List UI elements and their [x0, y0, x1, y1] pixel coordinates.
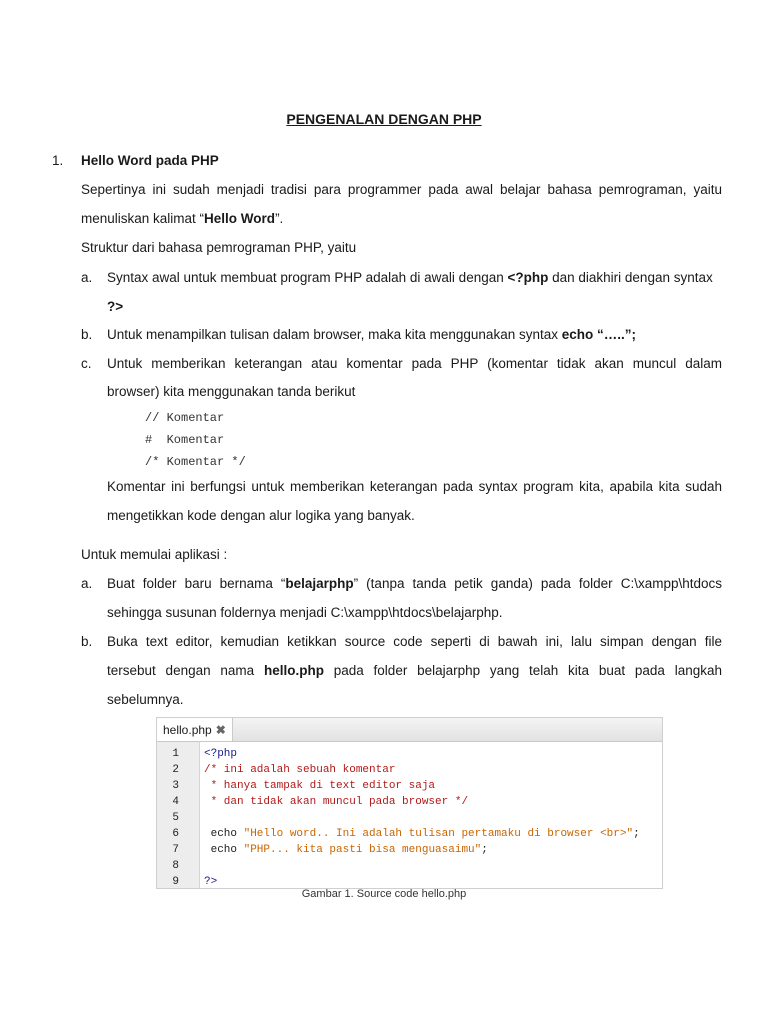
step-a-line2: sehingga susunan foldernya menjadi C:\xampp\htdocs\belajarphp. [107, 605, 503, 620]
list-marker: c. [81, 356, 92, 371]
list-item-c-line2: browser) kita menggunakan tanda berikut [107, 384, 356, 399]
hello-word-bold: Hello Word [204, 211, 276, 226]
line-number: 2 [172, 764, 179, 776]
list-item-a-line2: ?> [107, 299, 124, 314]
code-line-4: * dan tidak akan muncul pada browser */ [204, 796, 469, 808]
intro-paragraph-line1: Sepertinya ini sudah menjadi tradisi para programmer pada awal belajar bahasa pemrograman, yaitu [81, 182, 722, 197]
code-line-7: echo "PHP... kita pasti bisa menguasaimu"; [204, 844, 488, 856]
code-line-2: /* ini adalah sebuah komentar [204, 764, 396, 776]
step-b-line2: tersebut dengan nama hello.php pada folder belajarphp yang telah kita buat pada langkah [107, 663, 722, 678]
section-heading: Hello Word pada PHP [81, 153, 219, 168]
step-b-line1: Buka text editor, kemudian ketikkan source code seperti di bawah ini, lalu simpan dengan file [107, 634, 722, 649]
code-line-1: <?php [204, 748, 238, 760]
list-item-b-line1: Untuk menampilkan tulisan dalam browser, maka kita menggunakan syntax echo “…..”; [107, 327, 636, 342]
comment-example-2: # Komentar [145, 433, 225, 447]
start-app-intro: Untuk memulai aplikasi : [81, 547, 228, 562]
structure-paragraph: Struktur dari bahasa pemrograman PHP, yaitu [81, 240, 357, 255]
figure-caption: Gambar 1. Source code hello.php [301, 888, 467, 900]
tab-label: hello.php [163, 722, 212, 737]
line-number: 1 [172, 748, 179, 760]
comment-example-1: // Komentar [145, 411, 225, 425]
close-icon: ✖ [215, 722, 226, 737]
line-number: 3 [172, 780, 179, 792]
line-number: 5 [172, 812, 179, 824]
line-number: 8 [172, 860, 179, 872]
step-b-line3: sebelumnya. [107, 692, 184, 707]
comment-example-3: /* Komentar */ [145, 455, 246, 469]
editor-tab-hello-php [157, 718, 233, 741]
list-marker: a. [81, 270, 93, 285]
line-number: 7 [172, 844, 179, 856]
line-number: 9 [172, 876, 179, 888]
editor-tab-bar [157, 718, 662, 742]
line-number: 6 [172, 828, 179, 840]
code-line-6: echo "Hello word.. Ini adalah tulisan pertamaku di browser <br>"; [204, 828, 640, 840]
code-line-3: * hanya tampak di text editor saja [204, 780, 436, 792]
step-a-line1: Buat folder baru bernama “belajarphp” (tanpa tanda petik ganda) pada folder C:\xampp\htdocs [107, 576, 722, 591]
document-title: PENGENALAN DENGAN PHP [286, 111, 482, 127]
line-number: 4 [172, 796, 179, 808]
list-marker: a. [81, 576, 93, 591]
list-marker: b. [81, 634, 93, 649]
intro-paragraph-line2: menuliskan kalimat “Hello Word”. [81, 211, 284, 226]
comment-note-line1: Komentar ini berfungsi untuk memberikan keterangan pada syntax program kita, apabila kita sudah [107, 479, 722, 494]
comment-note-line2: mengetikkan kode dengan alur logika yang banyak. [107, 508, 415, 523]
list-item-a-line1: Syntax awal untuk membuat program PHP adalah di awali dengan <?php dan diakhiri dengan syntax [107, 270, 713, 285]
list-item-c-line1: Untuk memberikan keterangan atau komentar pada PHP (komentar tidak akan muncul dalam [107, 356, 722, 371]
list-marker: b. [81, 327, 93, 342]
code-editor-screenshot [156, 717, 663, 889]
code-line-9: ?> [204, 876, 218, 888]
section-number: 1. [52, 153, 64, 168]
